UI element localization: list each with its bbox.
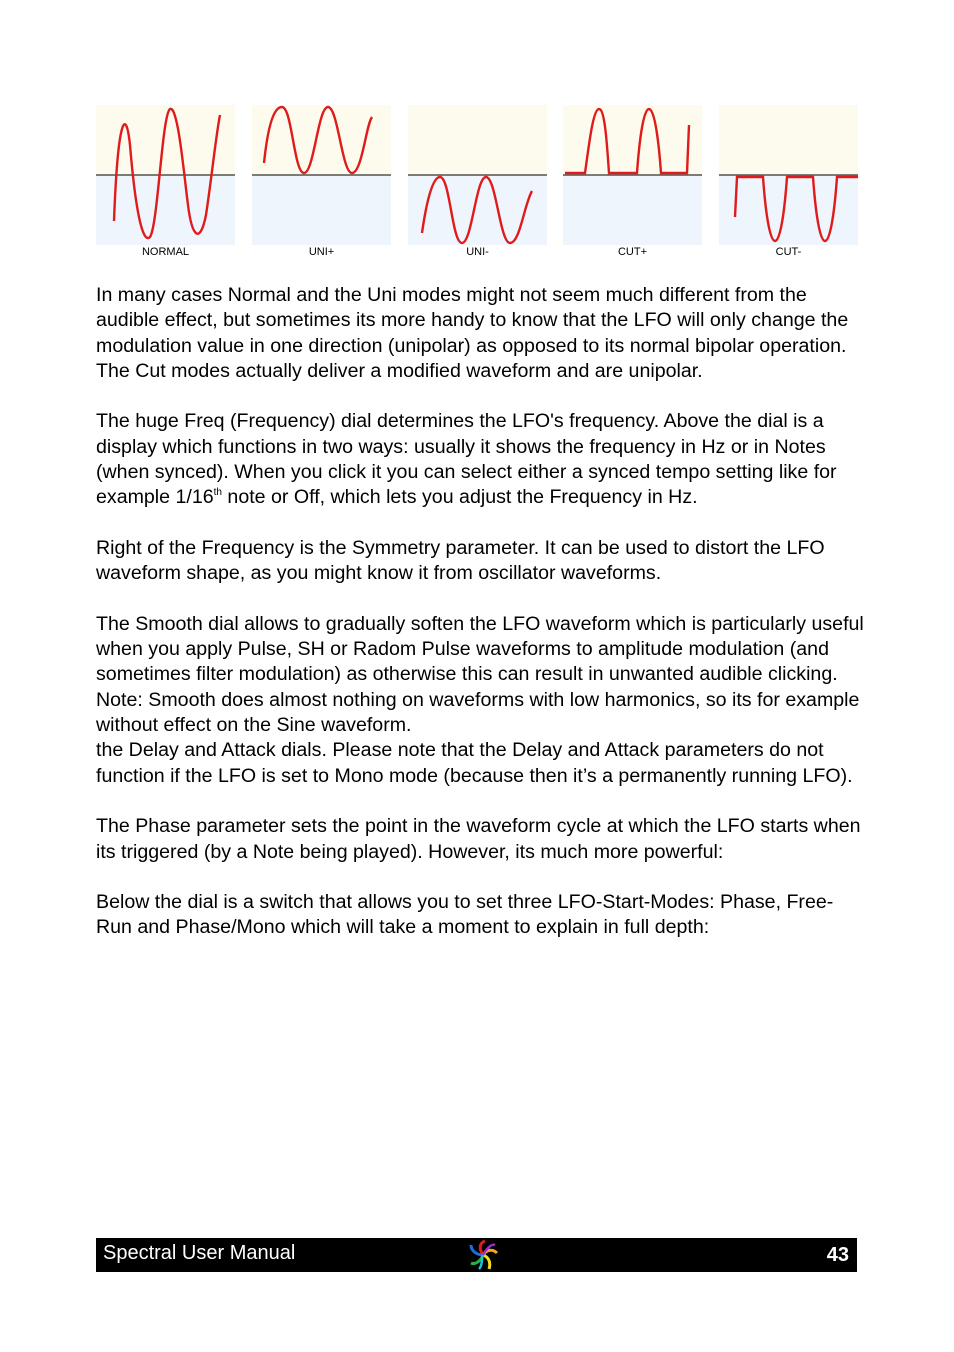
spiral-logo-icon bbox=[467, 1239, 499, 1271]
paragraph-modes: In many cases Normal and the Uni modes might not seem much different from the audible effect, but sometimes its more handy to know that the LFO will only change the modulation value in one direction (unipolar) as opposed to its normal bipolar operation. bbox=[96, 284, 849, 357]
paragraph-freq bbox=[96, 409, 866, 510]
wave-panel-cut-minus bbox=[719, 105, 858, 245]
wave-caption-uni-minus: UNI- bbox=[466, 246, 489, 258]
wave-caption-uni-plus: UNI+ bbox=[308, 246, 335, 258]
waveform-figure bbox=[96, 105, 858, 265]
wave-caption-cut-minus: CUT- bbox=[775, 246, 802, 258]
paragraph-freq-part1: The huge Freq (Frequency) dial determines the LFO's frequency. Above the dial is a display which functions in two ways: usually it shows the frequency in Hz or in Notes (when synced). When you click it you can select either a synced tempo setting like for example 1/16 bbox=[96, 410, 837, 509]
paragraph-symmetry: Right of the Frequency is the Symmetry parameter. It can be used to distort the LFO waveform shape, as you might know it from oscillator waveforms. bbox=[96, 536, 825, 585]
paragraph-start-modes: Below the dial is a switch that allows you to set three LFO-Start-Modes: Phase, Free-Run and Phase/Mono which will take a moment to explain in full depth: bbox=[96, 891, 834, 939]
superscript-th: th bbox=[213, 487, 222, 499]
footer-title: Spectral User Manual bbox=[103, 1242, 296, 1264]
wave-panel-cut-plus bbox=[563, 105, 702, 245]
wave-panel-normal bbox=[96, 105, 235, 245]
page-footer bbox=[96, 1238, 857, 1272]
page-number: 43 bbox=[826, 1244, 849, 1266]
wave-panel-uni-plus bbox=[252, 105, 391, 245]
wave-caption-normal: NORMAL bbox=[141, 246, 190, 258]
paragraph-smooth-note: Note: Smooth does almost nothing on waveforms with low harmonics, so its for example without effect on the Sine waveform. bbox=[96, 688, 860, 737]
paragraph-cut-modes: The Cut modes actually deliver a modified waveform and are unipolar. bbox=[96, 359, 703, 382]
paragraph-phase: The Phase parameter sets the point in the waveform cycle at which the LFO starts when its triggered (by a Note being played). However, its much more powerful: bbox=[96, 815, 861, 863]
body-text bbox=[96, 283, 866, 941]
paragraph-smooth: The Smooth dial allows to gradually soften the LFO waveform which is particularly useful when you apply Pulse, SH or Radom Pulse waveforms to amplitude modulation (and sometimes filter modulation) as otherwise this can result in unwanted audible clicking. bbox=[96, 612, 864, 686]
paragraph-delay-attack: the Delay and Attack dials. Please note that the Delay and Attack parameters do not function if the LFO is set to Mono mode (because then it’s a permanently running LFO). bbox=[96, 739, 853, 787]
paragraph-freq-part2: note or Off, which lets you adjust the Frequency in Hz. bbox=[221, 486, 698, 509]
wave-panel-uni-minus bbox=[408, 105, 547, 245]
wave-caption-cut-plus: CUT+ bbox=[617, 246, 648, 258]
